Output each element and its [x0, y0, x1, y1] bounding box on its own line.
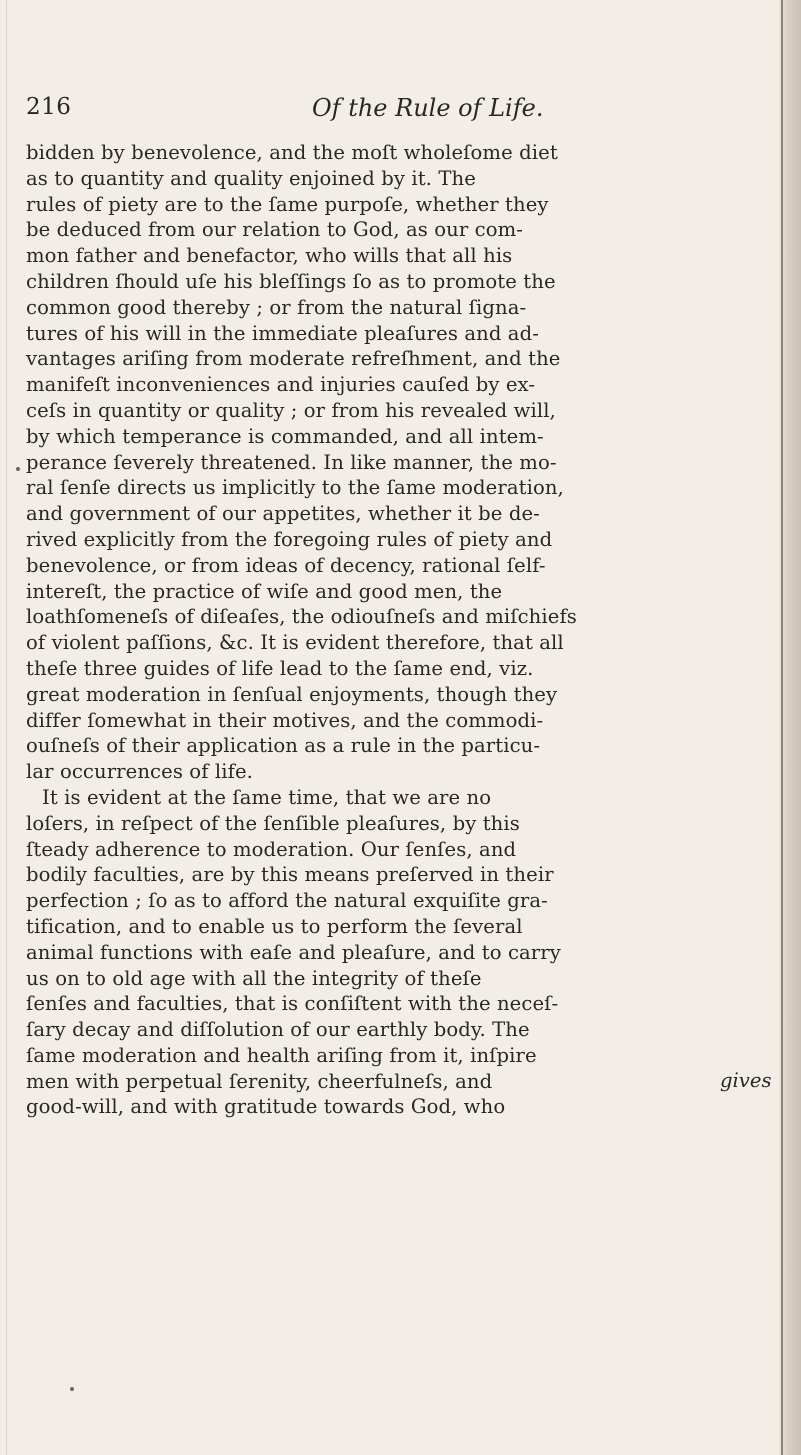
page-edge-left	[6, 0, 7, 1455]
catchword: gives	[720, 1069, 772, 1092]
text-line: of violent paſſions, &c. It is evident therefore, that all	[26, 631, 564, 655]
text-line: as to quantity and quality enjoined by it. The	[26, 166, 476, 190]
running-head: Of the Rule of Life.	[312, 94, 544, 122]
text-line: bodily faculties, are by this means preſerved in their	[26, 863, 554, 887]
text-line: benevolence, or from ideas of decency, rational ſelf-	[26, 553, 546, 577]
text-line: perance ſeverely threatened. In like manner, the mo-	[26, 450, 557, 474]
text-line: perfection ; ſo as to afford the natural exquiſite gra-	[26, 889, 548, 913]
text-line: ceſs in quantity or quality ; or from his revealed will,	[26, 398, 556, 422]
text-line: loſers, in reſpect of the ſenſible pleaſures, by this	[26, 811, 520, 835]
text-line: ouſneſs of their application as a rule in the particu-	[26, 734, 541, 758]
page-header	[26, 94, 746, 128]
text-line: by which temperance is commanded, and all intem-	[26, 424, 544, 448]
text-line: mon father and benefactor, who wills that all his	[26, 244, 513, 268]
page-number: 216	[26, 94, 72, 120]
text-line: intereſt, the practice of wiſe and good men, the	[26, 579, 503, 603]
paragraph-start-line: It is evident at the ſame time, that we are no	[42, 785, 492, 809]
text-line: men with perpetual ſerenity, cheerfulneſs, and	[26, 1069, 493, 1093]
ink-speck	[16, 467, 20, 471]
text-line: ſame moderation and health ariſing from it, inſpire	[26, 1043, 537, 1067]
text-line: common good thereby ; or from the natural ſigna-	[26, 295, 527, 319]
text-line: ral ſenſe directs us implicitly to the ſame moderation,	[26, 476, 564, 500]
text-line: rived explicitly from the foregoing rules of piety and	[26, 527, 553, 551]
ink-speck	[70, 1387, 74, 1391]
text-line: theſe three guides of life lead to the ſame end, viz.	[26, 656, 534, 680]
text-line: vantages ariſing from moderate refreſhment, and the	[26, 347, 561, 371]
text-line: differ ſomewhat in their motives, and the commodi-	[26, 708, 544, 732]
text-line: rules of piety are to the ſame purpoſe, whether they	[26, 192, 549, 216]
text-line: bidden by benevolence, and the moſt wholeſome diet	[26, 141, 558, 164]
text-line: great moderation in ſenſual enjoyments, though they	[26, 682, 558, 706]
text-line: ſenſes and faculties, that is conſiſtent with the neceſ-	[26, 992, 559, 1016]
text-line: loathſomeneſs of diſeaſes, the odiouſneſs and miſchiefs	[26, 605, 577, 629]
text-line: tification, and to enable us to perform the ſeveral	[26, 914, 523, 938]
text-line: ſteady adherence to moderation. Our ſenſes, and	[26, 837, 517, 861]
text-line: be deduced from our relation to God, as our com-	[26, 218, 524, 242]
text-line: tures of his will in the immediate pleaſures and ad-	[26, 321, 539, 345]
text-line: and government of our appetites, whether it be de-	[26, 502, 540, 526]
text-line: lar occurrences of life.	[26, 760, 253, 784]
text-line: us on to old age with all the integrity of theſe	[26, 966, 482, 990]
text-line: children ſhould uſe his bleſſings ſo as to promote the	[26, 269, 556, 293]
text-line: ſary decay and diſſolution of our earthly body. The	[26, 1018, 530, 1042]
text-line: animal functions with eaſe and pleaſure, and to carry	[26, 940, 561, 964]
body-text	[26, 140, 786, 1120]
text-line: manifeſt inconveniences and injuries cauſed by ex-	[26, 373, 536, 397]
text-line: good-will, and with gratitude towards God, who	[26, 1095, 506, 1119]
